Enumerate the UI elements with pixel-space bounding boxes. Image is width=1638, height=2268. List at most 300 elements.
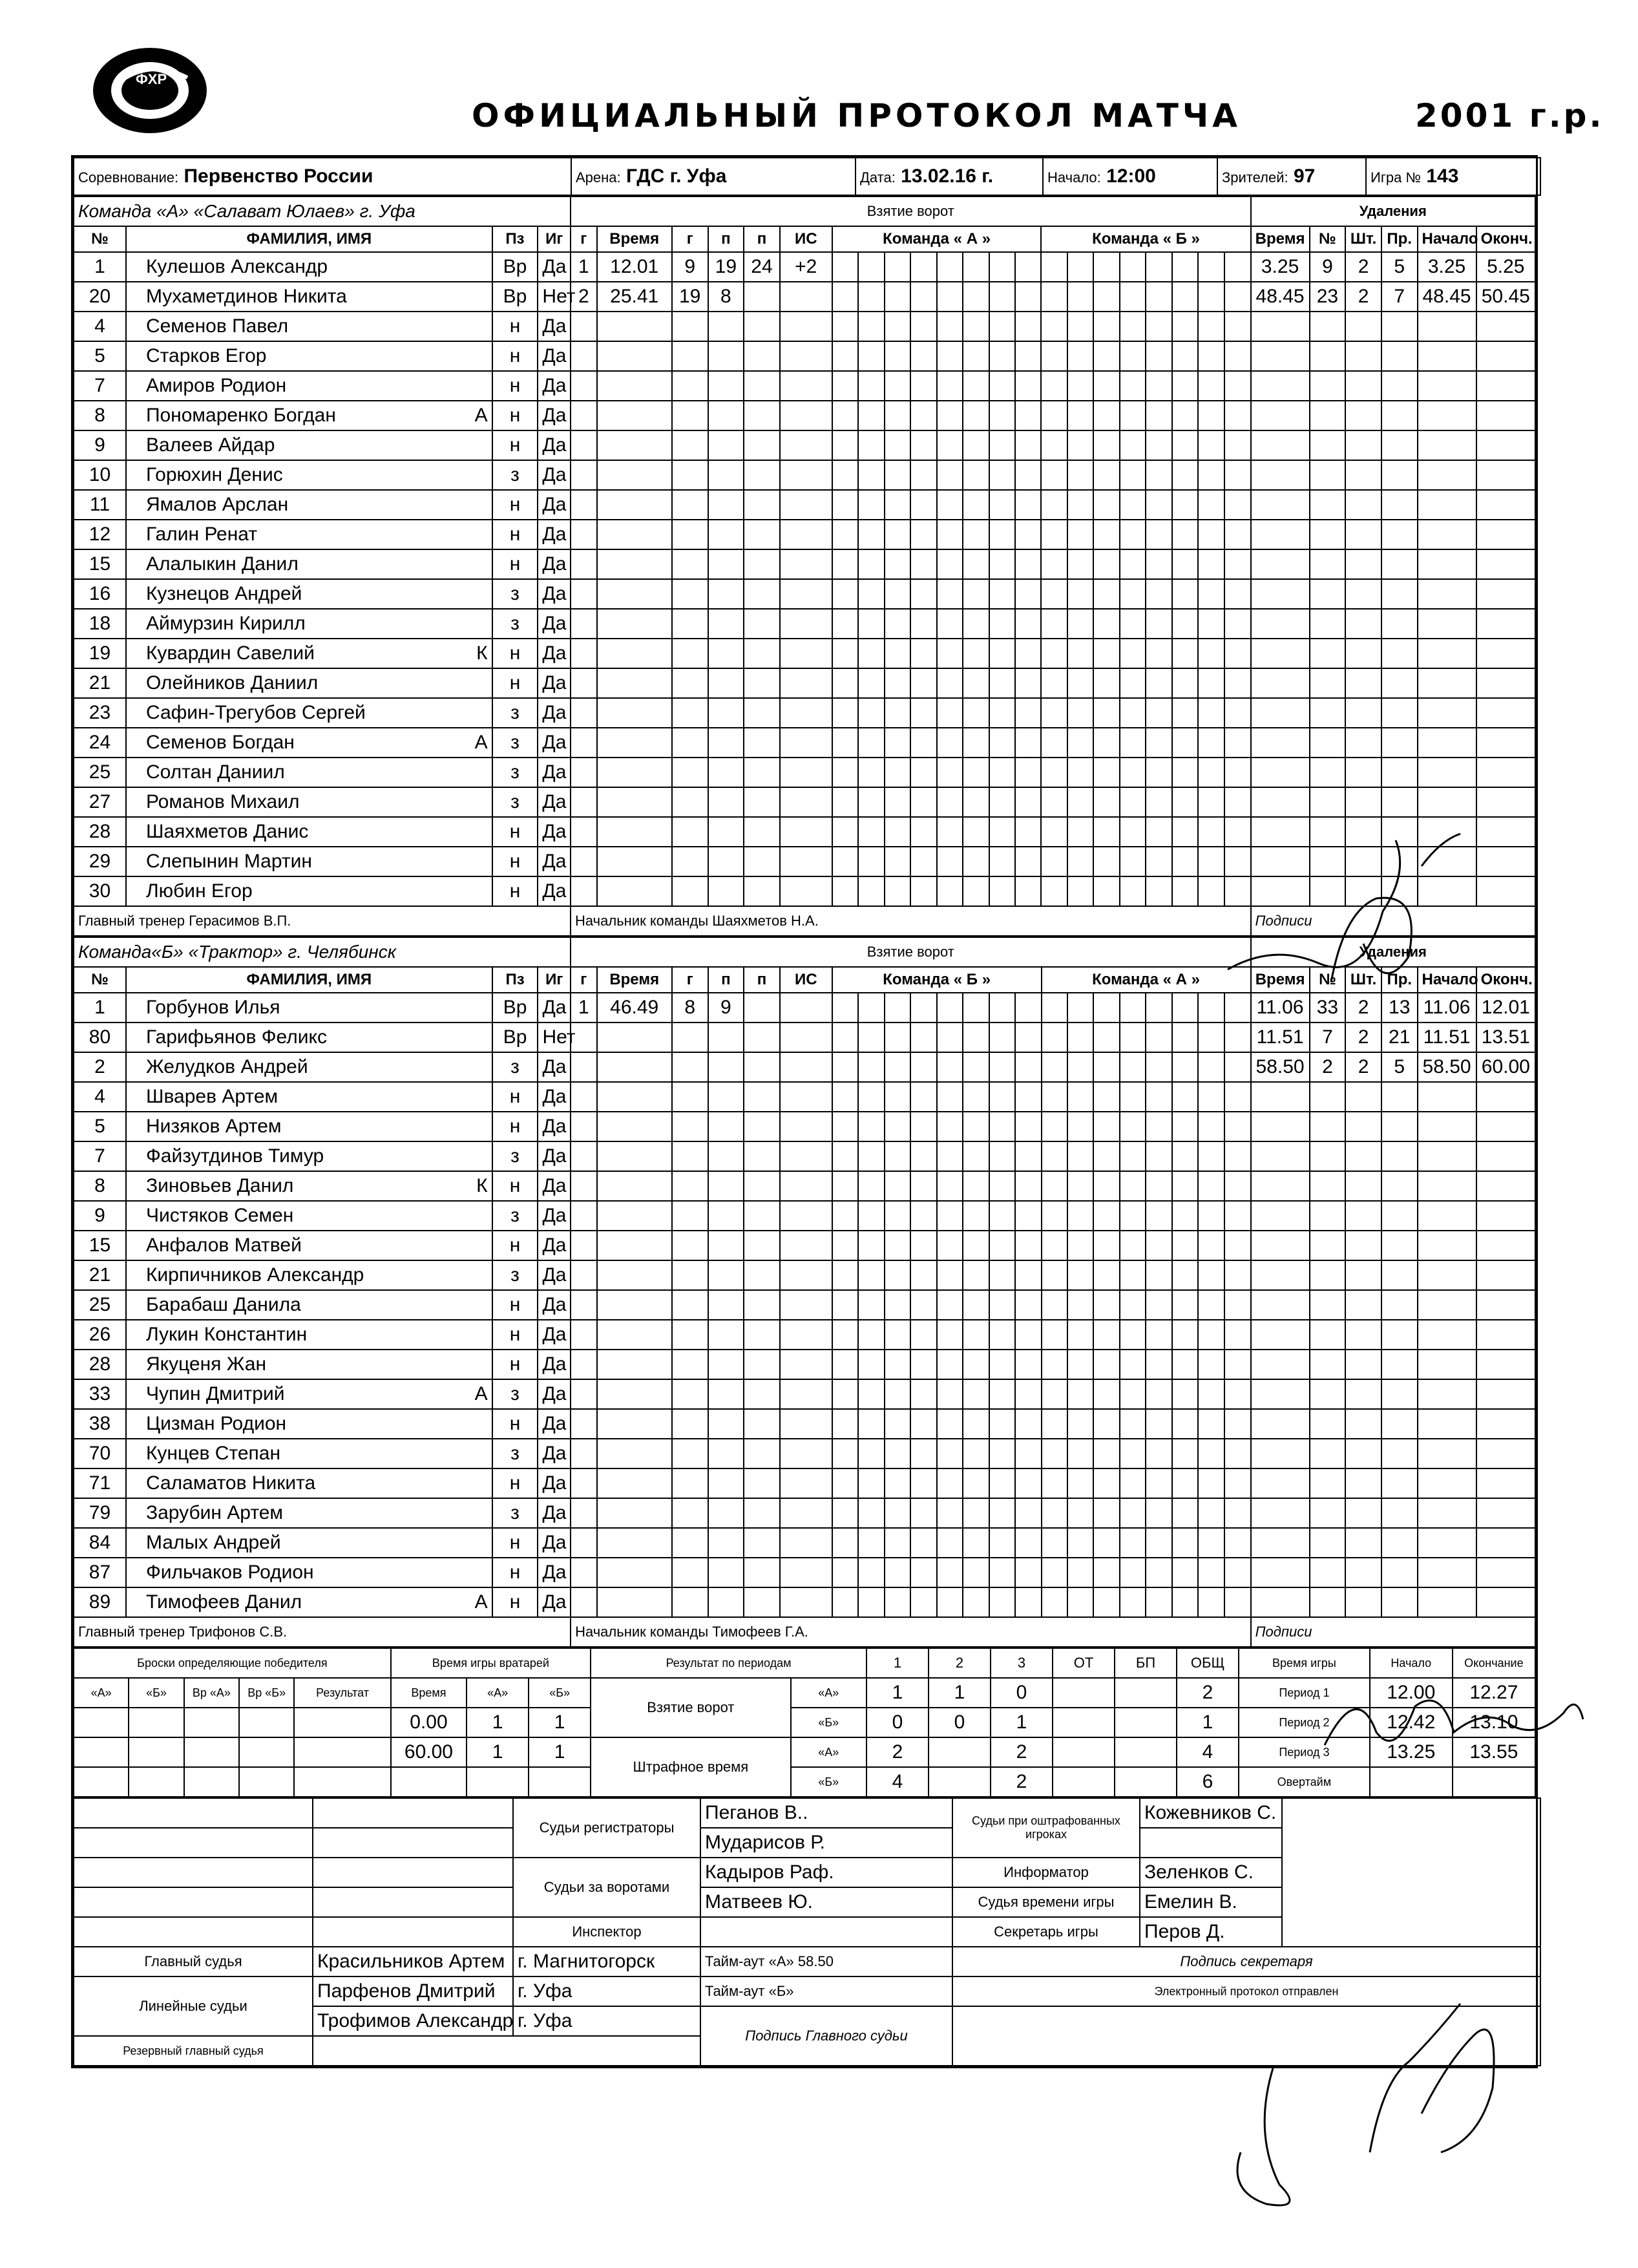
on-ice-cell bbox=[1120, 371, 1146, 401]
on-ice-cell bbox=[832, 668, 858, 698]
on-ice-cell bbox=[937, 252, 963, 282]
penalty-no bbox=[1310, 1112, 1346, 1141]
goal-a2 bbox=[744, 1290, 780, 1320]
player-position: з bbox=[492, 728, 538, 758]
on-ice-cell bbox=[1015, 1231, 1041, 1260]
goal-a1 bbox=[708, 312, 744, 341]
goal-a1 bbox=[708, 549, 744, 579]
on-ice-cell bbox=[1146, 1082, 1171, 1112]
on-ice-cell bbox=[937, 1201, 963, 1231]
on-ice-cell bbox=[910, 1320, 936, 1350]
referee-label: Главный судья bbox=[74, 1947, 313, 1977]
player-played: Да bbox=[538, 1558, 571, 1587]
player-row bbox=[74, 993, 1535, 1023]
goal-n bbox=[571, 1587, 596, 1617]
goal-is bbox=[780, 1141, 832, 1171]
player-played: Да bbox=[538, 668, 571, 698]
opponent-team-header: Команда « Б » bbox=[1041, 226, 1250, 252]
penalty-col-header: № bbox=[1310, 226, 1346, 252]
timeout-b-cell bbox=[700, 1977, 952, 2006]
penalty-reason bbox=[1381, 1468, 1418, 1498]
penalty-min bbox=[1345, 1439, 1381, 1468]
player-position: н bbox=[492, 1558, 538, 1587]
on-ice-cell bbox=[963, 282, 989, 312]
team-mark: «Б» bbox=[791, 1767, 866, 1797]
goal-a1 bbox=[708, 728, 744, 758]
penalty-min bbox=[1345, 1082, 1381, 1112]
goal-a1 bbox=[708, 1290, 744, 1320]
goal-is bbox=[780, 1439, 832, 1468]
on-ice-cell bbox=[1067, 579, 1093, 609]
player-number: 26 bbox=[74, 1320, 126, 1350]
goal-is bbox=[780, 1528, 832, 1558]
on-ice-cell bbox=[832, 609, 858, 639]
on-ice-cell bbox=[885, 876, 910, 906]
penalty-start bbox=[1418, 1231, 1476, 1260]
penalty-reason bbox=[1381, 847, 1418, 876]
penalties-header: Удаления bbox=[1251, 196, 1535, 226]
goal-a1 bbox=[708, 341, 744, 371]
on-ice-cell bbox=[1015, 1409, 1041, 1439]
player-row bbox=[74, 341, 1535, 371]
goal-time bbox=[597, 876, 672, 906]
on-ice-cell bbox=[1120, 1290, 1146, 1320]
penalty-no bbox=[1310, 1558, 1346, 1587]
arena-cell: Арена: ГДС г. Уфа bbox=[571, 158, 856, 195]
on-ice-cell bbox=[1146, 817, 1171, 847]
player-name: Ямалов Арслан bbox=[145, 494, 289, 515]
on-ice-cell bbox=[1093, 1320, 1119, 1350]
goal-n bbox=[571, 758, 596, 787]
official-name: Матвеев Ю. bbox=[700, 1887, 952, 1917]
on-ice-cell bbox=[937, 1379, 963, 1409]
goal-g bbox=[672, 728, 708, 758]
player-position: н bbox=[492, 371, 538, 401]
goal-a1 bbox=[708, 1112, 744, 1141]
penalty-min bbox=[1345, 1498, 1381, 1528]
goal-a1 bbox=[708, 1528, 744, 1558]
on-ice-cell bbox=[832, 698, 858, 728]
on-ice-cell bbox=[885, 490, 910, 520]
penalty-min: 2 bbox=[1345, 252, 1381, 282]
goal-a1 bbox=[708, 847, 744, 876]
player-row bbox=[74, 639, 1535, 668]
on-ice-cell bbox=[858, 876, 884, 906]
penalty-end bbox=[1476, 639, 1535, 668]
on-ice-cell bbox=[1093, 1409, 1119, 1439]
on-ice-cell bbox=[910, 1409, 936, 1439]
on-ice-cell bbox=[963, 876, 989, 906]
goal-is bbox=[780, 1320, 832, 1350]
start-cell: Начало: 12:00 bbox=[1043, 158, 1217, 195]
goal-g bbox=[672, 1141, 708, 1171]
penalty-end bbox=[1476, 579, 1535, 609]
on-ice-cell bbox=[937, 698, 963, 728]
on-ice-cell bbox=[1146, 609, 1171, 639]
on-ice-cell bbox=[1041, 668, 1067, 698]
penalty-reason bbox=[1381, 1350, 1418, 1379]
on-ice-cell bbox=[1198, 282, 1224, 312]
on-ice-cell bbox=[910, 490, 936, 520]
on-ice-cell bbox=[1093, 668, 1119, 698]
player-position: з bbox=[492, 787, 538, 817]
on-ice-cell bbox=[1198, 401, 1224, 430]
penalty-time bbox=[1251, 430, 1310, 460]
on-ice-cell bbox=[1146, 1260, 1171, 1290]
on-ice-cell bbox=[1093, 1350, 1119, 1379]
penalty-reason bbox=[1381, 401, 1418, 430]
player-name-cell bbox=[126, 1468, 492, 1498]
goal-a2 bbox=[744, 549, 780, 579]
goal-g bbox=[672, 579, 708, 609]
penalty-col-header: № bbox=[1310, 967, 1346, 993]
goal-is bbox=[780, 282, 832, 312]
goalie-time-label: Время игры вратарей bbox=[391, 1648, 591, 1678]
player-name: Романов Михаил bbox=[145, 791, 300, 812]
penalty-start bbox=[1418, 520, 1476, 549]
on-ice-cell bbox=[1120, 1023, 1146, 1052]
on-ice-cell bbox=[963, 993, 989, 1023]
on-ice-cell bbox=[910, 1439, 936, 1468]
penalty-time bbox=[1251, 490, 1310, 520]
penalty-min bbox=[1345, 312, 1381, 341]
on-ice-cell bbox=[910, 520, 936, 549]
goal-a1 bbox=[708, 1141, 744, 1171]
on-ice-cell bbox=[1067, 1231, 1093, 1260]
on-ice-cell bbox=[1093, 1498, 1119, 1528]
penalty-end bbox=[1476, 1171, 1535, 1201]
summary-value bbox=[929, 1737, 991, 1767]
on-ice-cell bbox=[1224, 758, 1251, 787]
summary-value: 1 bbox=[1177, 1708, 1239, 1737]
shootout-col-header: Вр «А» bbox=[184, 1678, 239, 1708]
penalty-end bbox=[1476, 371, 1535, 401]
on-ice-cell bbox=[832, 341, 858, 371]
goal-a1 bbox=[708, 520, 744, 549]
goal-is bbox=[780, 787, 832, 817]
goal-g bbox=[672, 1112, 708, 1141]
goal-a2 bbox=[744, 668, 780, 698]
player-name-cell bbox=[126, 1528, 492, 1558]
player-name-cell bbox=[126, 993, 492, 1023]
player-position: н bbox=[492, 847, 538, 876]
goal-n bbox=[571, 668, 596, 698]
on-ice-cell bbox=[1146, 1587, 1171, 1617]
goal-n bbox=[571, 371, 596, 401]
on-ice-cell bbox=[963, 1320, 989, 1350]
on-ice-cell bbox=[1042, 1558, 1067, 1587]
on-ice-cell bbox=[1067, 993, 1093, 1023]
on-ice-cell bbox=[1015, 341, 1041, 371]
on-ice-cell bbox=[832, 1231, 858, 1260]
on-ice-cell bbox=[858, 1587, 884, 1617]
goal-time bbox=[597, 1558, 672, 1587]
player-played: Да bbox=[538, 639, 571, 668]
player-position: н bbox=[492, 549, 538, 579]
summary-row bbox=[74, 1767, 1535, 1797]
player-name: Горбунов Илья bbox=[145, 997, 280, 1018]
penalty-time bbox=[1251, 1439, 1310, 1468]
on-ice-cell bbox=[963, 847, 989, 876]
on-ice-cell bbox=[1120, 1260, 1146, 1290]
on-ice-cell bbox=[1067, 1587, 1093, 1617]
penalty-time bbox=[1251, 609, 1310, 639]
on-ice-cell bbox=[1015, 1052, 1041, 1082]
on-ice-cell bbox=[858, 1201, 884, 1231]
on-ice-cell bbox=[989, 1231, 1015, 1260]
player-number: 18 bbox=[74, 609, 126, 639]
player-played: Да bbox=[538, 1231, 571, 1260]
player-name-cell bbox=[126, 1052, 492, 1082]
on-ice-cell bbox=[885, 1320, 910, 1350]
player-position: з bbox=[492, 609, 538, 639]
penalty-end bbox=[1476, 312, 1535, 341]
player-position: з bbox=[492, 1201, 538, 1231]
on-ice-cell bbox=[963, 698, 989, 728]
on-ice-cell bbox=[1198, 252, 1224, 282]
goal-is bbox=[780, 1052, 832, 1082]
penalty-no bbox=[1310, 1082, 1346, 1112]
on-ice-cell bbox=[989, 817, 1015, 847]
on-ice-cell bbox=[989, 698, 1015, 728]
goal-a2 bbox=[744, 1082, 780, 1112]
on-ice-cell bbox=[1120, 1350, 1146, 1379]
on-ice-cell bbox=[1224, 1112, 1251, 1141]
official-name: Перов Д. bbox=[1140, 1917, 1282, 1947]
penalty-min bbox=[1345, 1171, 1381, 1201]
player-played: Да bbox=[538, 758, 571, 787]
penalty-time bbox=[1251, 758, 1310, 787]
goal-g bbox=[672, 460, 708, 490]
penalty-start: 11.06 bbox=[1418, 993, 1476, 1023]
on-ice-cell bbox=[1172, 1498, 1198, 1528]
player-number: 70 bbox=[74, 1439, 126, 1468]
player-name-cell bbox=[126, 1350, 492, 1379]
goal-g bbox=[672, 609, 708, 639]
on-ice-cell bbox=[937, 1498, 963, 1528]
on-ice-cell bbox=[1146, 1141, 1171, 1171]
player-row bbox=[74, 847, 1535, 876]
on-ice-cell bbox=[1067, 312, 1093, 341]
player-row bbox=[74, 1231, 1535, 1260]
on-ice-cell bbox=[1198, 1231, 1224, 1260]
player-row bbox=[74, 312, 1535, 341]
penalty-min bbox=[1345, 341, 1381, 371]
player-row bbox=[74, 609, 1535, 639]
goal-is bbox=[780, 1350, 832, 1379]
period-label: Период 2 bbox=[1239, 1708, 1370, 1737]
penalty-end bbox=[1476, 876, 1535, 906]
goal-n bbox=[571, 1082, 596, 1112]
on-ice-cell bbox=[937, 1558, 963, 1587]
penalty-min bbox=[1345, 1231, 1381, 1260]
goal-time bbox=[597, 728, 672, 758]
on-ice-cell bbox=[1067, 847, 1093, 876]
col-header: Время bbox=[597, 226, 672, 252]
player-position: н bbox=[492, 1290, 538, 1320]
on-ice-cell bbox=[1172, 401, 1198, 430]
player-number: 87 bbox=[74, 1558, 126, 1587]
period-col-header: 2 bbox=[929, 1648, 991, 1678]
player-row bbox=[74, 1082, 1535, 1112]
on-ice-cell bbox=[1015, 668, 1041, 698]
penalty-time bbox=[1251, 1587, 1310, 1617]
on-ice-cell bbox=[858, 728, 884, 758]
player-position: н bbox=[492, 430, 538, 460]
summary-value bbox=[1115, 1767, 1177, 1797]
signatures-label: Подписи bbox=[1251, 1617, 1535, 1647]
penalty-end bbox=[1476, 1498, 1535, 1528]
on-ice-cell bbox=[1067, 371, 1093, 401]
on-ice-cell bbox=[989, 639, 1015, 668]
on-ice-cell bbox=[1120, 1558, 1146, 1587]
head-coach: Герасимов В.П. bbox=[189, 913, 291, 929]
on-ice-cell bbox=[1172, 1350, 1198, 1379]
on-ice-cell bbox=[1198, 1023, 1224, 1052]
official-role-label: Информатор bbox=[952, 1858, 1140, 1887]
penalty-end bbox=[1476, 490, 1535, 520]
goal-is bbox=[780, 1171, 832, 1201]
on-ice-cell bbox=[989, 1468, 1015, 1498]
match-info-table bbox=[73, 157, 1541, 196]
goal-time bbox=[597, 1112, 672, 1141]
penalty-end bbox=[1476, 787, 1535, 817]
penalty-no bbox=[1310, 639, 1346, 668]
on-ice-cell bbox=[1042, 1260, 1067, 1290]
player-row bbox=[74, 282, 1535, 312]
on-ice-cell bbox=[1067, 758, 1093, 787]
goal-g: 8 bbox=[672, 993, 708, 1023]
goal-a1 bbox=[708, 401, 744, 430]
on-ice-cell bbox=[832, 1141, 858, 1171]
on-ice-cell bbox=[963, 1023, 989, 1052]
on-ice-cell bbox=[1224, 549, 1251, 579]
on-ice-cell bbox=[885, 1290, 910, 1320]
player-position: н bbox=[492, 668, 538, 698]
on-ice-cell bbox=[1067, 639, 1093, 668]
goal-n bbox=[571, 639, 596, 668]
player-row bbox=[74, 1379, 1535, 1409]
on-ice-cell bbox=[910, 698, 936, 728]
player-name-cell bbox=[126, 520, 492, 549]
penalty-min bbox=[1345, 1468, 1381, 1498]
on-ice-cell bbox=[1093, 341, 1119, 371]
on-ice-cell bbox=[1041, 371, 1067, 401]
on-ice-cell bbox=[910, 1231, 936, 1260]
penalty-reason bbox=[1381, 579, 1418, 609]
penalty-reason bbox=[1381, 1409, 1418, 1439]
on-ice-cell bbox=[1067, 430, 1093, 460]
penalty-reason bbox=[1381, 876, 1418, 906]
on-ice-cell bbox=[1041, 579, 1067, 609]
penalty-end bbox=[1476, 1558, 1535, 1587]
penalty-reason bbox=[1381, 1231, 1418, 1260]
on-ice-cell bbox=[910, 1082, 936, 1112]
goal-a2 bbox=[744, 1587, 780, 1617]
on-ice-cell bbox=[885, 579, 910, 609]
on-ice-cell bbox=[858, 1290, 884, 1320]
player-row bbox=[74, 1052, 1535, 1082]
penalty-no bbox=[1310, 1290, 1346, 1320]
goal-n bbox=[571, 1141, 596, 1171]
team-chief-cell bbox=[571, 906, 1250, 936]
on-ice-cell bbox=[1224, 1379, 1251, 1409]
on-ice-cell bbox=[1015, 1201, 1041, 1231]
on-ice-cell bbox=[858, 1052, 884, 1082]
on-ice-cell bbox=[1042, 1498, 1067, 1528]
player-played: Да bbox=[538, 1141, 571, 1171]
on-ice-cell bbox=[989, 1260, 1015, 1290]
penalty-end bbox=[1476, 1231, 1535, 1260]
on-ice-cell bbox=[832, 1290, 858, 1320]
on-ice-cell bbox=[885, 817, 910, 847]
on-ice-cell bbox=[1146, 252, 1171, 282]
on-ice-cell bbox=[989, 252, 1015, 282]
on-ice-cell bbox=[1015, 1141, 1041, 1171]
summary-value bbox=[1115, 1708, 1177, 1737]
on-ice-cell bbox=[1120, 549, 1146, 579]
player-name: Кирпичников Александр bbox=[145, 1264, 364, 1286]
summary-table bbox=[73, 1648, 1536, 1797]
penalty-start bbox=[1418, 401, 1476, 430]
summary-value bbox=[1053, 1737, 1115, 1767]
col-header: Иг bbox=[538, 226, 571, 252]
goal-a1 bbox=[708, 1023, 744, 1052]
player-name-cell bbox=[126, 639, 492, 668]
on-ice-cell bbox=[963, 460, 989, 490]
period-label: Овертайм bbox=[1239, 1767, 1370, 1797]
player-number: 84 bbox=[74, 1528, 126, 1558]
penalty-end: 60.00 bbox=[1476, 1052, 1535, 1082]
on-ice-cell bbox=[1146, 490, 1171, 520]
penalty-end bbox=[1476, 1379, 1535, 1409]
summary-subheader-row bbox=[74, 1678, 1535, 1708]
goal-time bbox=[597, 1379, 672, 1409]
on-ice-cell bbox=[885, 1141, 910, 1171]
penalty-end bbox=[1476, 1409, 1535, 1439]
spectators-cell: Зрителей: 97 bbox=[1217, 158, 1366, 195]
on-ice-cell bbox=[963, 579, 989, 609]
on-ice-cell bbox=[989, 1112, 1015, 1141]
on-ice-cell bbox=[1120, 1498, 1146, 1528]
on-ice-cell bbox=[910, 1023, 936, 1052]
penalty-reason: 21 bbox=[1381, 1023, 1418, 1052]
penalty-end bbox=[1476, 1528, 1535, 1558]
penalty-time bbox=[1251, 728, 1310, 758]
player-row bbox=[74, 401, 1535, 430]
goal-n bbox=[571, 1260, 596, 1290]
penalties-header: Удаления bbox=[1251, 937, 1535, 967]
on-ice-cell bbox=[937, 876, 963, 906]
on-ice-cell bbox=[1042, 1468, 1067, 1498]
on-ice-cell bbox=[1146, 1528, 1171, 1558]
on-ice-cell bbox=[1042, 1231, 1067, 1260]
goal-is bbox=[780, 728, 832, 758]
on-ice-cell bbox=[963, 1082, 989, 1112]
penalty-min bbox=[1345, 549, 1381, 579]
official-name: Зеленков С. bbox=[1140, 1858, 1282, 1887]
on-ice-cell bbox=[1015, 490, 1041, 520]
player-number: 11 bbox=[74, 490, 126, 520]
player-name: Кувардин Савелий bbox=[145, 642, 315, 664]
on-ice-cell bbox=[937, 1528, 963, 1558]
penalty-end bbox=[1476, 1112, 1535, 1141]
player-name: Пономаренко Богдан bbox=[145, 405, 336, 426]
goals-a-value: 2 bbox=[1177, 1678, 1239, 1708]
player-number: 7 bbox=[74, 1141, 126, 1171]
on-ice-cell bbox=[1067, 1350, 1093, 1379]
column-header-row bbox=[74, 226, 1535, 252]
